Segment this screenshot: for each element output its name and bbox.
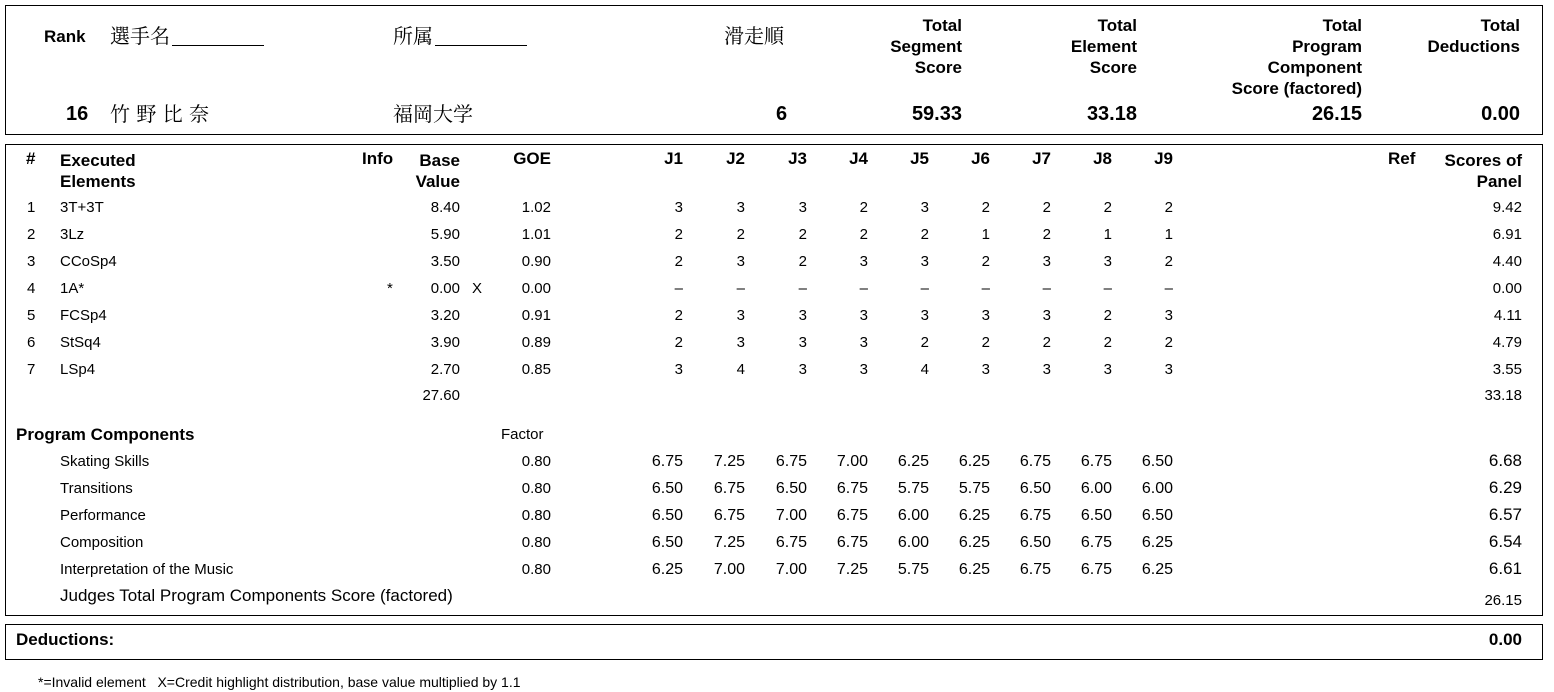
- ded-label: Total Deductions: [1427, 16, 1520, 56]
- element-judge-score: 3: [981, 361, 990, 378]
- club-label: 所属: [393, 26, 527, 46]
- element-judge-score: 3: [798, 361, 807, 378]
- deductions-label: Deductions:: [16, 630, 115, 649]
- pc-name: Transitions: [60, 480, 133, 497]
- pc-factor: 0.80: [521, 534, 551, 551]
- pc-judge-score: 7.25: [713, 453, 745, 470]
- element-judge-score: 2: [1103, 199, 1112, 216]
- pc-judge-score: 6.75: [1080, 453, 1112, 470]
- panel-elements-total: 33.18: [1484, 387, 1522, 404]
- element-judge-score: 3: [674, 361, 683, 378]
- pc-judge-score: 6.25: [897, 453, 929, 470]
- element-judge-score: 3: [859, 334, 868, 351]
- pc-judge-score: 6.50: [1019, 480, 1051, 497]
- pc-judge-score: 5.75: [958, 480, 990, 497]
- pc-judge-score: 7.00: [836, 453, 868, 470]
- element-num: 1: [27, 199, 36, 216]
- factor-header: Factor: [501, 426, 544, 443]
- element-name: StSq4: [60, 334, 101, 351]
- pcs-value: 26.15: [1311, 103, 1362, 125]
- start-order-value: 6: [776, 103, 788, 125]
- element-judge-score: 3: [736, 253, 745, 270]
- judge-header-1: J1: [664, 149, 683, 168]
- element-judge-score: 2: [1042, 334, 1051, 351]
- pc-judge-score: 6.25: [958, 534, 990, 551]
- element-judge-score: 3: [798, 334, 807, 351]
- element-num: 2: [27, 226, 36, 243]
- pc-judge-score: 6.25: [958, 507, 990, 524]
- judge-header-8: J8: [1093, 149, 1112, 168]
- element-judge-score: 2: [1164, 199, 1173, 216]
- col-executed-header: Executed Elements: [60, 151, 136, 191]
- tss-value: 59.33: [911, 103, 962, 125]
- pc-judge-score: 6.50: [1141, 453, 1173, 470]
- element-judge-score: 3: [981, 307, 990, 324]
- element-goe: 0.89: [521, 334, 551, 351]
- col-panel-header: Scores of Panel: [1444, 151, 1522, 191]
- pc-panel-score: 6.68: [1488, 451, 1522, 470]
- element-num: 6: [27, 334, 36, 351]
- element-base-value: 3.90: [430, 334, 460, 351]
- club-name: 福岡大学: [393, 102, 473, 126]
- element-judge-score: 2: [981, 199, 990, 216]
- element-panel-score: 3.55: [1492, 361, 1522, 378]
- element-judge-score: 4: [920, 361, 929, 378]
- pc-judge-score: 6.75: [836, 507, 868, 524]
- element-name: CCoSp4: [60, 253, 117, 270]
- element-panel-score: 0.00: [1492, 280, 1522, 297]
- pc-name: Skating Skills: [60, 453, 150, 470]
- pc-judge-score: 6.75: [713, 480, 745, 497]
- pc-judge-score: 5.75: [897, 480, 929, 497]
- element-judge-score: –: [1164, 280, 1173, 297]
- element-judge-score: 1: [981, 226, 990, 243]
- element-num: 7: [27, 361, 36, 378]
- element-judge-score: 2: [736, 226, 745, 243]
- start-order-label: 滑走順: [724, 24, 784, 48]
- element-judge-score: 3: [859, 253, 868, 270]
- deductions-box: [5, 624, 1543, 660]
- element-judge-score: –: [859, 280, 868, 297]
- pc-judge-score: 6.75: [836, 534, 868, 551]
- pc-judge-score: 6.25: [958, 561, 990, 578]
- element-judge-score: 2: [920, 226, 929, 243]
- element-judge-score: 2: [674, 307, 683, 324]
- element-judge-score: –: [674, 280, 683, 297]
- col-num-header: #: [26, 149, 36, 168]
- pc-judge-score: 6.25: [1141, 561, 1173, 578]
- element-judge-score: 3: [1164, 361, 1173, 378]
- element-judge-score: 2: [798, 253, 807, 270]
- pc-judge-score: 6.75: [1080, 534, 1112, 551]
- element-goe: 1.01: [521, 226, 551, 243]
- pc-judge-score: 7.25: [713, 534, 745, 551]
- pc-judge-score: 6.00: [1080, 480, 1112, 497]
- element-judge-score: –: [981, 280, 990, 297]
- pcs-total-label: Judges Total Program Components Score (factored): [60, 586, 453, 605]
- pc-factor: 0.80: [521, 480, 551, 497]
- element-judge-score: 2: [798, 226, 807, 243]
- element-goe: 0.91: [521, 307, 551, 324]
- pc-judge-score: 6.00: [1141, 480, 1173, 497]
- pc-judge-score: 6.75: [775, 453, 807, 470]
- element-judge-score: –: [736, 280, 745, 297]
- element-judge-score: 2: [981, 334, 990, 351]
- element-judge-score: 2: [1164, 334, 1173, 351]
- pcs-total-value: 26.15: [1484, 592, 1522, 609]
- element-judge-score: 3: [1164, 307, 1173, 324]
- judge-header-4: J4: [849, 149, 868, 168]
- element-base-value: 5.90: [430, 226, 460, 243]
- element-name: 3T+3T: [60, 199, 104, 216]
- element-panel-score: 4.79: [1492, 334, 1522, 351]
- pc-judge-score: 6.75: [836, 480, 868, 497]
- element-judge-score: 2: [1103, 334, 1112, 351]
- pc-judge-score: 6.00: [897, 534, 929, 551]
- judge-header-5: J5: [910, 149, 929, 168]
- pc-judge-score: 6.50: [1080, 507, 1112, 524]
- judge-header-9: J9: [1154, 149, 1173, 168]
- element-judge-score: 2: [674, 334, 683, 351]
- element-judge-score: 1: [1164, 226, 1173, 243]
- element-judge-score: –: [1103, 280, 1112, 297]
- element-base-value: 3.20: [430, 307, 460, 324]
- element-judge-score: 3: [736, 334, 745, 351]
- element-judge-score: 3: [1103, 361, 1112, 378]
- element-num: 5: [27, 307, 36, 324]
- pc-judge-score: 6.50: [775, 480, 807, 497]
- element-goe: 0.85: [521, 361, 551, 378]
- skater-name: 竹 野 比 奈: [110, 102, 210, 126]
- element-judge-score: 3: [798, 199, 807, 216]
- element-judge-score: 2: [1042, 199, 1051, 216]
- pc-judge-score: 6.75: [1080, 561, 1112, 578]
- element-base-value: 8.40: [430, 199, 460, 216]
- element-judge-score: 3: [1042, 307, 1051, 324]
- element-goe: 0.00: [521, 280, 551, 297]
- pc-judge-score: 6.75: [1019, 507, 1051, 524]
- element-judge-score: 3: [736, 307, 745, 324]
- element-judge-score: 3: [736, 199, 745, 216]
- element-judge-score: 4: [736, 361, 745, 378]
- element-judge-score: 2: [674, 253, 683, 270]
- pc-judge-score: 7.00: [775, 561, 807, 578]
- pc-factor: 0.80: [521, 561, 551, 578]
- tss-label: Total Segment Score: [890, 16, 962, 77]
- pc-factor: 0.80: [521, 507, 551, 524]
- pc-panel-score: 6.57: [1488, 505, 1522, 524]
- element-panel-score: 4.11: [1493, 307, 1522, 324]
- pc-name: Composition: [60, 534, 144, 551]
- element-name: 3Lz: [60, 226, 85, 243]
- pc-judge-score: 7.00: [713, 561, 745, 578]
- element-name: LSp4: [60, 361, 96, 378]
- tes-label: Total Element Score: [1070, 16, 1137, 77]
- pc-judge-score: 6.75: [1019, 561, 1051, 578]
- element-judge-score: 2: [920, 334, 929, 351]
- element-judge-score: 2: [859, 226, 868, 243]
- judge-header-2: J2: [726, 149, 745, 168]
- footnote: *=Invalid element X=Credit highlight distribution, base value multiplied by 1.1: [38, 674, 521, 690]
- pc-judge-score: 6.25: [958, 453, 990, 470]
- pc-judge-score: 6.50: [651, 480, 683, 497]
- col-goe-header: GOE: [513, 149, 551, 168]
- element-judge-score: 2: [674, 226, 683, 243]
- element-judge-score: 3: [1042, 361, 1051, 378]
- element-info: *: [387, 280, 393, 297]
- pc-judge-score: 7.25: [836, 561, 868, 578]
- element-judge-score: –: [1042, 280, 1051, 297]
- pcs-label: Total Program Component Score (factored): [1231, 16, 1362, 98]
- element-judge-score: 3: [859, 307, 868, 324]
- element-judge-score: 3: [798, 307, 807, 324]
- program-components-title: Program Components: [16, 425, 195, 444]
- judge-header-3: J3: [788, 149, 807, 168]
- element-judge-score: 3: [674, 199, 683, 216]
- element-judge-score: 3: [1103, 253, 1112, 270]
- element-judge-score: 2: [1042, 226, 1051, 243]
- base-total: 27.60: [422, 387, 460, 404]
- rank-label: Rank: [44, 27, 86, 46]
- element-judge-score: 3: [920, 253, 929, 270]
- pc-panel-score: 6.54: [1488, 532, 1522, 551]
- element-judge-score: 2: [859, 199, 868, 216]
- pc-judge-score: 6.00: [897, 507, 929, 524]
- element-judge-score: 2: [1103, 307, 1112, 324]
- pc-judge-score: 6.75: [1019, 453, 1051, 470]
- pc-judge-score: 6.50: [1141, 507, 1173, 524]
- element-base-value: 3.50: [430, 253, 460, 270]
- element-panel-score: 4.40: [1492, 253, 1522, 270]
- col-base-header: Base Value: [415, 151, 460, 191]
- element-name: FCSp4: [60, 307, 107, 324]
- pc-panel-score: 6.61: [1488, 559, 1522, 578]
- pc-judge-score: 6.25: [651, 561, 683, 578]
- pc-judge-score: 6.50: [651, 534, 683, 551]
- pc-judge-score: 6.75: [775, 534, 807, 551]
- pc-factor: 0.80: [521, 453, 551, 470]
- element-judge-score: –: [920, 280, 929, 297]
- pc-judge-score: 6.75: [713, 507, 745, 524]
- element-goe: 0.90: [521, 253, 551, 270]
- element-panel-score: 9.42: [1492, 199, 1522, 216]
- judge-header-6: J6: [971, 149, 990, 168]
- judge-header-7: J7: [1032, 149, 1051, 168]
- element-judge-score: –: [798, 280, 807, 297]
- element-credit-flag: X: [472, 280, 483, 297]
- element-goe: 1.02: [521, 199, 551, 216]
- pc-judge-score: 6.75: [651, 453, 683, 470]
- element-base-value: 2.70: [430, 361, 460, 378]
- name-label: 選手名: [110, 26, 264, 46]
- element-judge-score: 3: [920, 307, 929, 324]
- pc-judge-score: 6.50: [651, 507, 683, 524]
- element-panel-score: 6.91: [1492, 226, 1522, 243]
- element-name: 1A*: [60, 280, 85, 297]
- col-ref-header: Ref: [1388, 149, 1416, 168]
- element-judge-score: 3: [1042, 253, 1051, 270]
- pc-panel-score: 6.29: [1488, 478, 1522, 497]
- element-num: 4: [27, 280, 36, 297]
- element-base-value: 0.00: [430, 280, 460, 297]
- element-judge-score: 3: [859, 361, 868, 378]
- element-judge-score: 2: [1164, 253, 1173, 270]
- deductions-value: 0.00: [1488, 630, 1522, 649]
- pc-judge-score: 5.75: [897, 561, 929, 578]
- element-num: 3: [27, 253, 36, 270]
- element-judge-score: 3: [920, 199, 929, 216]
- deductions-total-value: 0.00: [1481, 103, 1520, 125]
- pc-judge-score: 6.25: [1141, 534, 1173, 551]
- pc-name: Interpretation of the Music: [60, 561, 234, 578]
- rank-value: 16: [66, 103, 89, 125]
- col-info-header: Info: [362, 149, 394, 168]
- pc-judge-score: 6.50: [1019, 534, 1051, 551]
- tes-value: 33.18: [1086, 103, 1137, 125]
- pc-name: Performance: [60, 507, 146, 524]
- pc-judge-score: 7.00: [775, 507, 807, 524]
- element-judge-score: 2: [981, 253, 990, 270]
- element-judge-score: 1: [1103, 226, 1112, 243]
